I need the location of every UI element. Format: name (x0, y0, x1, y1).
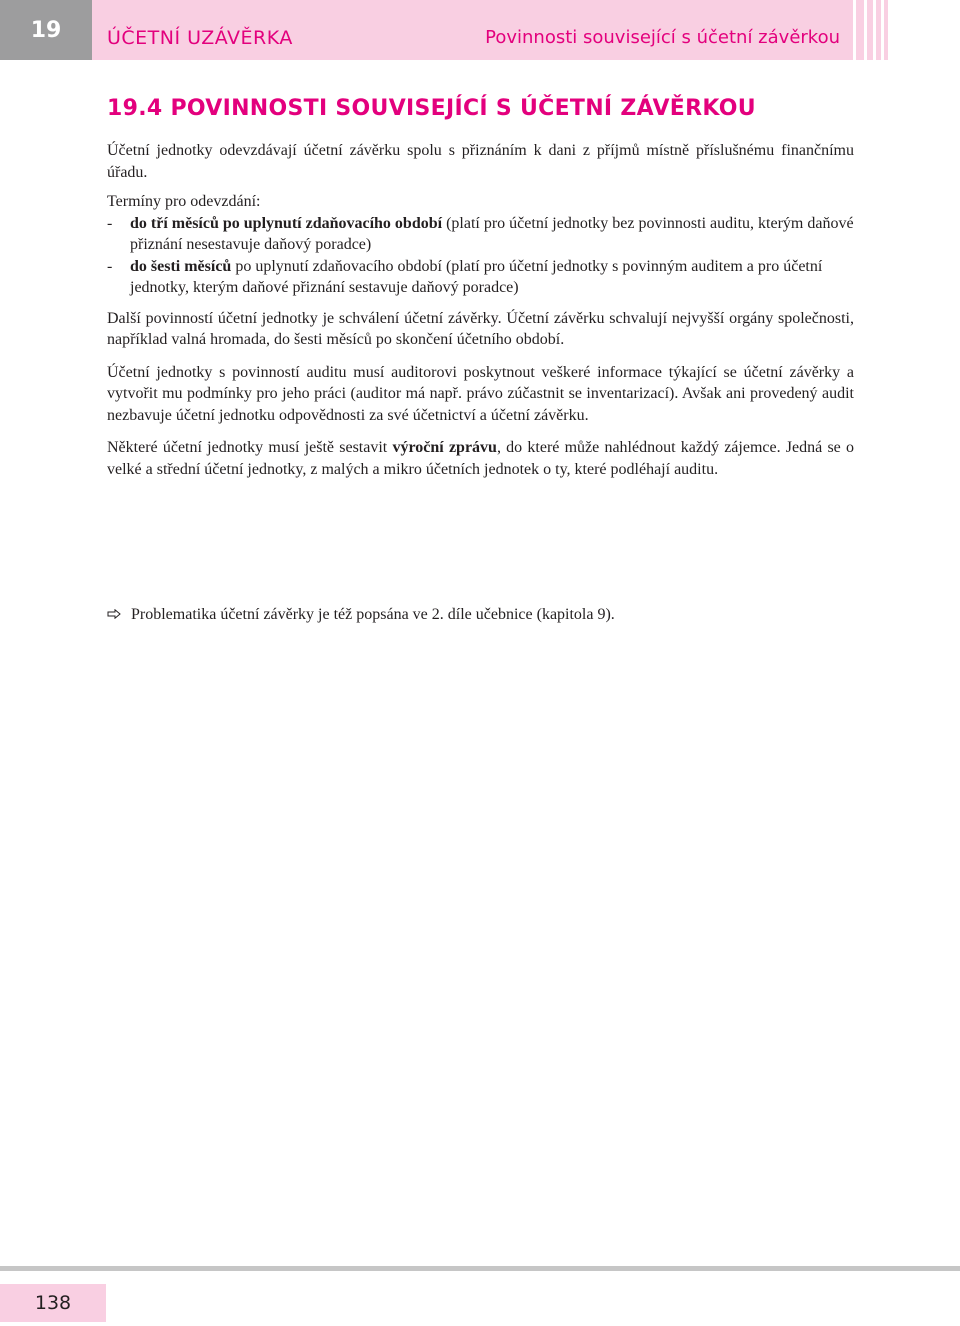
header-stripe (856, 0, 864, 60)
section-title: 19.4 POVINNOSTI SOUVISEJÍCÍ S ÚČETNÍ ZÁVĚRKOU (107, 96, 756, 121)
report-emphasis: výroční zprávu (392, 439, 497, 456)
list-item (107, 213, 854, 256)
intro-paragraph: Účetní jednotky odevzdávají účetní závěrku spolu s přiznáním k dani z příjmů místně příslušnému finančnímu úřadu. (107, 142, 854, 181)
header-stripe (876, 0, 881, 60)
terms-list (107, 213, 854, 299)
page-number: 138 (0, 1284, 106, 1322)
term-emphasis: do šesti měsíců (130, 257, 232, 275)
audit-paragraph: Účetní jednotky s povinností auditu musí auditorovi poskytnout veškeré informace týkající se účetní závěrky a vytvořit mu podmínky pro jeho práci (auditor má např. právo zúčastnit se inventarizací). Avšak ani provedený audit nezbavuje účetní jednotku odpovědnosti za své účetnictví a účetní závěrku. (107, 363, 854, 424)
chapter-title: ÚČETNÍ UZÁVĚRKA (107, 27, 293, 49)
note-text: Problematika účetní závěrky je též popsána ve 2. díle učebnice (kapitola 9). (131, 606, 615, 623)
main-content (107, 140, 854, 491)
terms-label: Termíny pro odevzdání: (107, 193, 261, 210)
list-dash: - (107, 257, 113, 275)
page-header (0, 0, 960, 60)
list-dash: - (107, 214, 113, 232)
report-text-before: Některé účetní jednotky musí ještě sestavit (107, 439, 393, 456)
report-text-after: , do které může nahlédnout každý zájemce. Jedná se o velké a střední účetní jednotky, z malých a mikro účetních jednotek o ty, které podléhají auditu. (107, 439, 854, 478)
footer-divider (0, 1266, 960, 1271)
term-detail: po uplynutí zdaňovacího období (platí pro účetní jednotky s povinným auditem a pro účetní jednotky, kterým daňové přiznání sestavuje daňový poradce) (130, 257, 823, 296)
list-item (107, 256, 854, 299)
approval-paragraph: Další povinností účetní jednotky je schválení účetní závěrky. Účetní závěrku schvalují nejvyšší orgány společnosti, například valná hromada, do šesti měsíců po skončení účetního období. (107, 309, 854, 348)
cross-reference-note (107, 606, 615, 624)
header-stripe (867, 0, 873, 60)
hollow-right-arrow-icon (107, 606, 131, 624)
annual-report-paragraph (107, 437, 854, 480)
chapter-number: 19 (0, 0, 92, 60)
chapter-subtitle: Povinnosti související s účetní závěrkou (485, 27, 840, 48)
header-stripe (884, 0, 888, 60)
term-detail: (platí pro účetní jednotky bez povinnosti auditu, kterým daňové přiznání nesestavuje daňový poradce) (130, 214, 854, 253)
term-emphasis: do tří měsíců po uplynutí zdaňovacího období (130, 214, 443, 232)
